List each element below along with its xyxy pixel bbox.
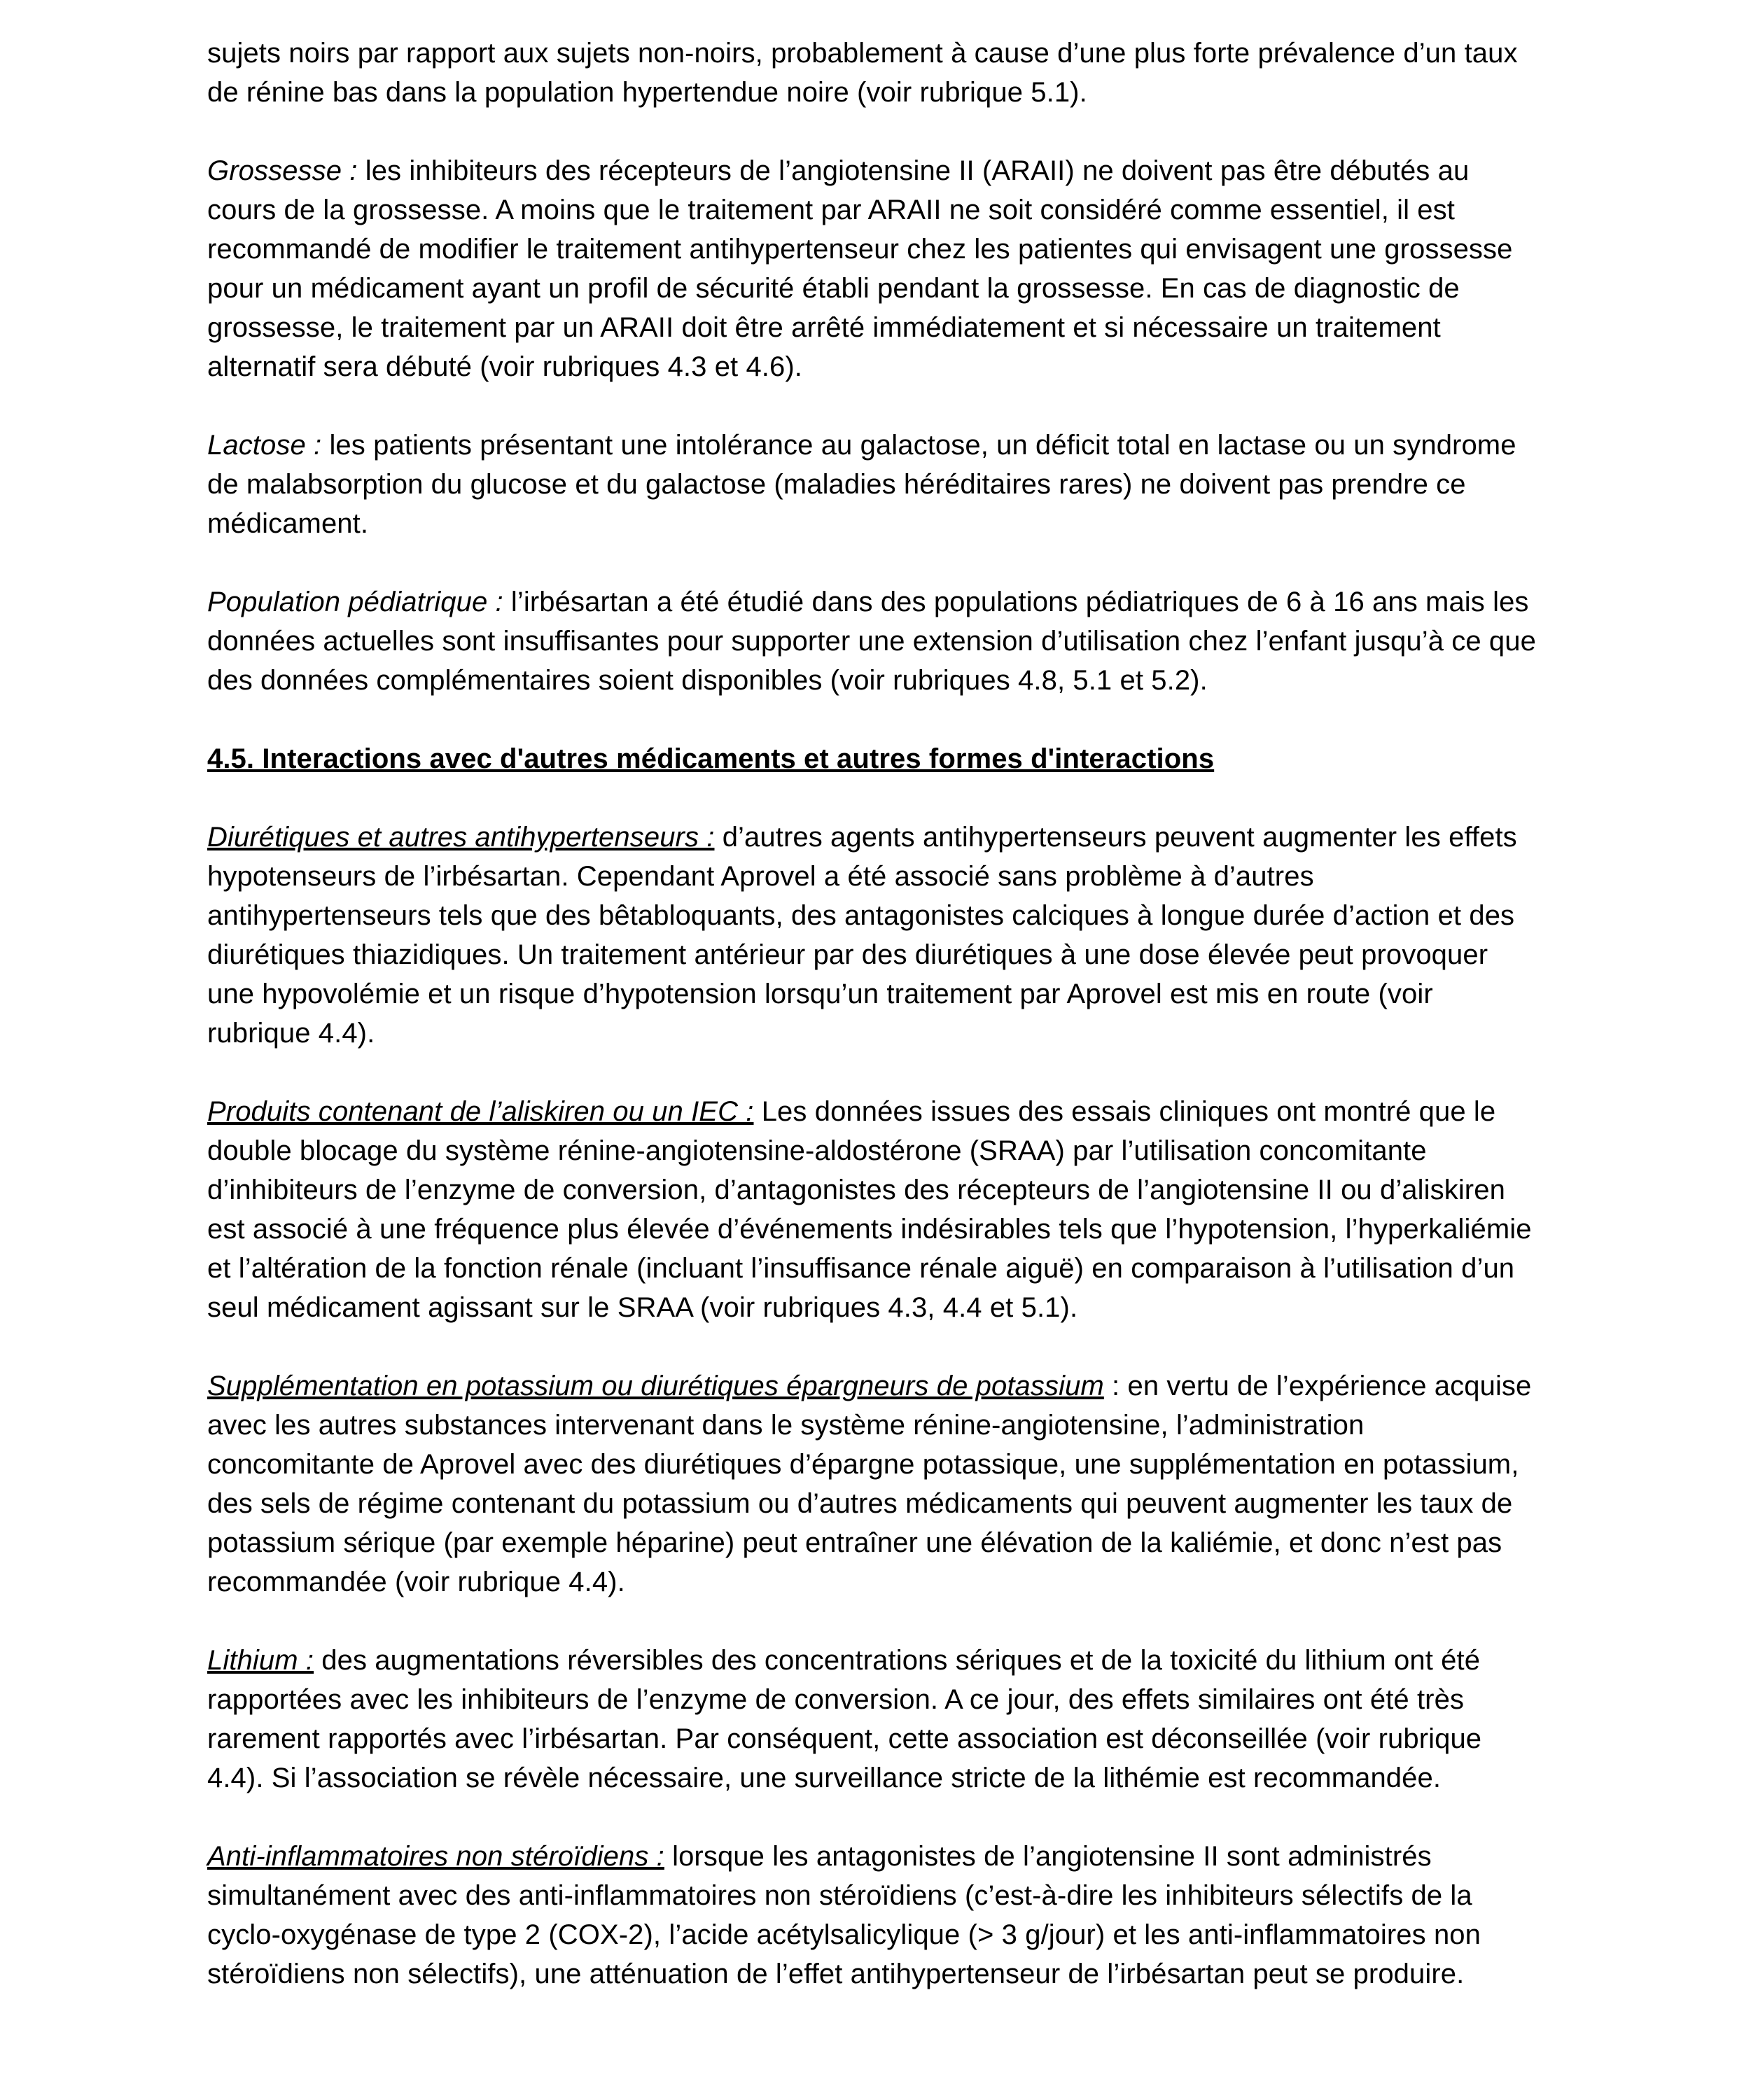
paragraph-lithium	[207, 1641, 1537, 1798]
paragraph-ains	[207, 1837, 1537, 1994]
paragraph-text: d’autres agents antihypertenseurs peuvent augmenter les effets hypotenseurs de l’irbésartan. Cependant Aprovel a été associé sans problème à d’autres antihypertenseurs tels que des bêtabloquants, des antagonistes calciques à longue durée d’action et des diurétiques thiazidiques. Un traitement antérieur par des diurétiques à une dose élevée peut provoquer une hypovolémie et un risque d’hypotension lorsqu’un traitement par Aprovel est mis en route (voir rubrique 4.4).	[207, 822, 1517, 1049]
paragraph-population-pediatrique	[207, 582, 1537, 700]
paragraph-lactose	[207, 426, 1537, 543]
document-body	[207, 34, 1537, 2033]
paragraph-lead: Anti-inflammatoires non stéroïdiens :	[207, 1841, 664, 1872]
paragraph-text: les inhibiteurs des récepteurs de l’angiotensine II (ARAII) ne doivent pas être débutés au cours de la grossesse. A moins que le traitement par ARAII ne soit considéré comme essentiel, il est recommandé de modifier le traitement antihypertenseur chez les patientes qui envisagent une grossesse pour un médicament ayant un profil de sécurité établi pendant la grossesse. En cas de diagnostic de grossesse, le traitement par un ARAII doit être arrêté immédiatement et si nécessaire un traitement alternatif sera débuté (voir rubriques 4.3 et 4.6).	[207, 155, 1513, 382]
paragraph-lead: Produits contenant de l’aliskiren ou un IEC :	[207, 1096, 754, 1127]
paragraph-text: lorsque les antagonistes de l’angiotensine II sont administrés simultanément avec des anti-inflammatoires non stéroïdiens (c’est-à-dire les inhibiteurs sélectifs de la cyclo-oxygénase de type 2 (COX-2), l’acide acétylsalicylique (> 3 g/jour) et les anti-inflammatoires non stéroïdiens non sélectifs), une atténuation de l’effet antihypertenseur de l’irbésartan peut se produire.	[207, 1841, 1481, 1989]
paragraph-potassium	[207, 1366, 1537, 1602]
paragraph-lead: Population pédiatrique :	[207, 587, 503, 617]
paragraph-text: les patients présentant une intolérance au galactose, un déficit total en lactase ou un syndrome de malabsorption du glucose et du galactose (maladies héréditaires rares) ne doivent pas prendre ce médicament.	[207, 430, 1516, 539]
paragraph-text: Les données issues des essais cliniques ont montré que le double blocage du système rénine-angiotensine-aldostérone (SRAA) par l’utilisation concomitante d’inhibiteurs de l’enzyme de conversion, d’antagonistes des récepteurs de l’angiotensine II ou d’aliskiren est associé à une fréquence plus élevée d’événements indésirables tels que l’hypotension, l’hyperkaliémie et l’altération de la fonction rénale (incluant l’insuffisance rénale aiguë) en comparaison à l’utilisation d’un seul médicament agissant sur le SRAA (voir rubriques 4.3, 4.4 et 5.1).	[207, 1096, 1532, 1323]
paragraph-text: sujets noirs par rapport aux sujets non-noirs, probablement à cause d’une plus forte prévalence d’un taux de rénine bas dans la population hypertendue noire (voir rubrique 5.1).	[207, 38, 1518, 108]
paragraph-lead: Supplémentation en potassium ou diurétiques épargneurs de potassium	[207, 1371, 1104, 1401]
paragraph-lead: Diurétiques et autres antihypertenseurs :	[207, 822, 715, 853]
section-heading: 4.5. Interactions avec d'autres médicaments et autres formes d'interactions	[207, 743, 1215, 774]
paragraph-aliskiren	[207, 1092, 1537, 1327]
paragraph-lead: Grossesse :	[207, 155, 358, 186]
paragraph-diuretiques	[207, 818, 1537, 1053]
paragraph-lead: Lactose :	[207, 430, 322, 461]
paragraph-text: des augmentations réversibles des concentrations sériques et de la toxicité du lithium ont été rapportées avec les inhibiteurs de l’enzyme de conversion. A ce jour, des effets similaires ont été très rarement rapportés avec l’irbésartan. Par conséquent, cette association est déconseillée (voir rubrique 4.4). Si l’association se révèle nécessaire, une surveillance stricte de la lithémie est recommandée.	[207, 1645, 1482, 1793]
paragraph-grossesse	[207, 151, 1537, 386]
paragraph-text: : en vertu de l’expérience acquise avec les autres substances intervenant dans le système rénine-angiotensine, l’administration concomitante de Aprovel avec des diurétiques d’épargne potassique, une supplémentation en potassium, des sels de régime contenant du potassium ou d’autres médicaments qui peuvent augmenter les taux de potassium sérique (par exemple héparine) peut entraîner une élévation de la kaliémie, et donc n’est pas recommandée (voir rubrique 4.4).	[207, 1371, 1532, 1597]
paragraph-text: l’irbésartan a été étudié dans des populations pédiatriques de 6 à 16 ans mais les données actuelles sont insuffisantes pour supporter une extension d’utilisation chez l’enfant jusqu’à ce que des données complémentaires soient disponibles (voir rubriques 4.8, 5.1 et 5.2).	[207, 587, 1536, 696]
paragraph-continuation	[207, 34, 1537, 112]
paragraph-lead: Lithium :	[207, 1645, 314, 1676]
